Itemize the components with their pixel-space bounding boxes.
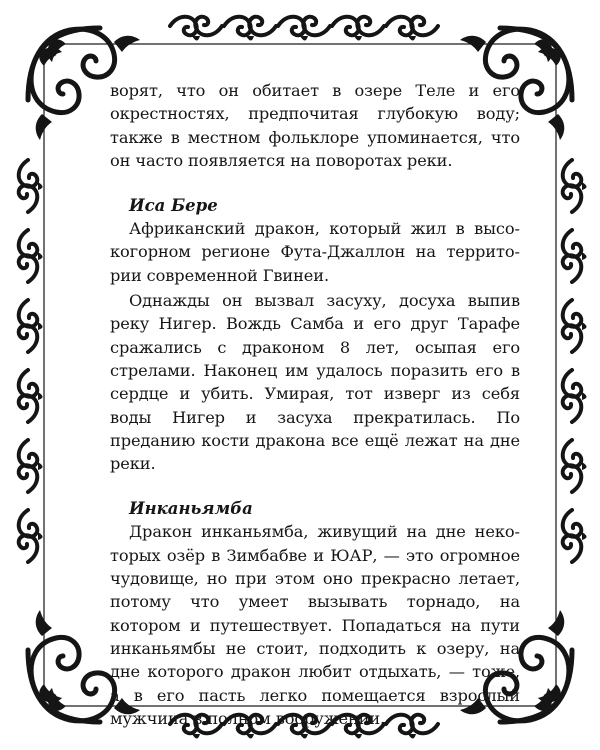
continuation-paragraph: ворят, что он обитает в озере Теле и его окрестностях, предпочитая глубокую воду; также в местном фольклоре упоминается, что он часто появляется на поворотах реки. bbox=[110, 81, 520, 170]
left-edge-ornament bbox=[19, 160, 43, 562]
section-title-isa-bere: Иса Бере bbox=[129, 196, 218, 216]
section-paragraph: Дракон инканьямба, живущий на дне некоторых озёр в Зимбабве и ЮАР, — это огромное чудовище, но при этом оно прекрасно летает, потому что умеет вызывать торнадо, на котором и путешествует. Попадаться на пути инканьямбы не стоит, подходить к озеру, на дне которого дракон любит отдыхать, — тоже, а в его пасть легко помещается взрослый мужчина в полном вооружении. bbox=[110, 522, 520, 728]
section-paragraph: Африканский дракон, который жил в высокогорном регионе Фута-Джаллон на территории современной Гвинеи. bbox=[110, 219, 520, 285]
section-paragraph: Однажды он вызвал засуху, досуха выпив реку Нигер. Вождь Самба и его друг Тарафе сражались с драконом 8 лет, осыпая его стрелами. Наконец им удалось поразить его в сердце и убить. Умирая, тот изверг из себя воды Нигер и засуха прекратилась. По преданию кости дракона все ещё лежат на дне реки. bbox=[110, 291, 520, 474]
right-edge-ornament bbox=[563, 160, 587, 562]
page-text-block bbox=[110, 79, 520, 728]
section-title-inkanyamba: Инканьямба bbox=[129, 499, 253, 519]
top-edge-ornament bbox=[170, 17, 438, 41]
